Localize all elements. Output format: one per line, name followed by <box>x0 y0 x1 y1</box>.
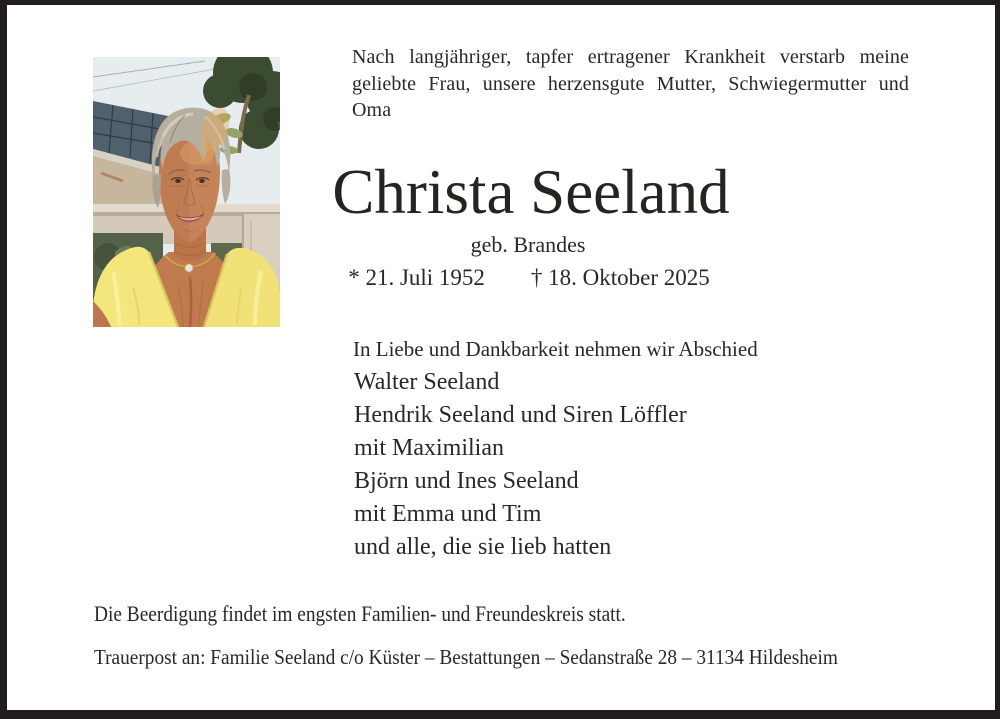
intro-line: Nach langjähriger, tapfer ertragener Krankheit verstarb meine <box>352 46 909 68</box>
intro-line: geliebte Frau, unsere herzensgute Mutter, Schwiegermutter und <box>352 72 909 95</box>
death-date: † 18. Oktober 2025 <box>530 265 710 290</box>
funeral-note: Die Beerdigung findet im engsten Familien- und Freundeskreis statt. <box>94 601 626 626</box>
portrait-photo-illustration <box>93 57 280 327</box>
intro-paragraph <box>352 44 909 124</box>
mourner-line: und alle, die sie lieb hatten <box>354 534 612 560</box>
mourner-line: Björn und Ines Seeland <box>354 468 579 494</box>
intro-line: Oma <box>352 99 392 121</box>
contact-line: Trauerpost an: Familie Seeland c/o Küster – Bestattungen – Sedanstraße 28 – 31134 Hildesheim <box>94 645 838 669</box>
mourner-line: Walter Seeland <box>354 369 500 395</box>
farewell-line: In Liebe und Dankbarkeit nehmen wir Abschied <box>353 337 758 361</box>
maiden-name: geb. Brandes <box>470 232 586 257</box>
mourners-list <box>354 366 687 564</box>
mourner-line: mit Maximilian <box>354 435 504 461</box>
mourner-line: mit Emma und Tim <box>354 501 542 527</box>
birth-date: * 21. Juli 1952 <box>348 265 485 290</box>
portrait-photo <box>93 57 280 327</box>
life-dates <box>348 264 710 292</box>
mourner-line: Hendrik Seeland und Siren Löffler <box>354 402 687 428</box>
deceased-name: Christa Seeland <box>332 157 730 227</box>
